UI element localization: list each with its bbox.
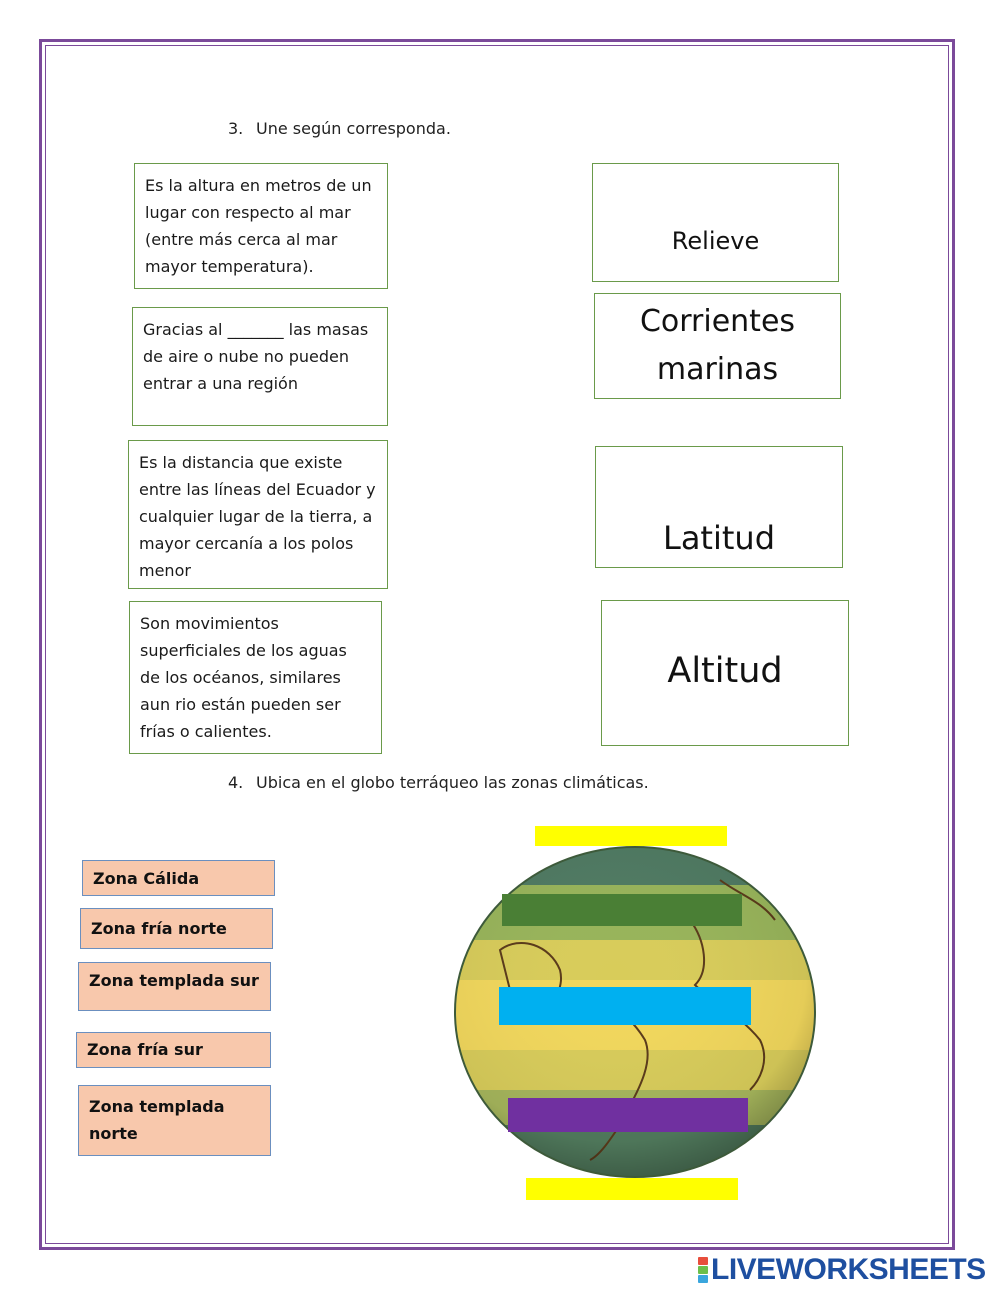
target-bar-purple[interactable]	[508, 1098, 748, 1132]
target-bar-top-yellow[interactable]	[535, 826, 727, 846]
target-bar-green[interactable]	[502, 894, 742, 926]
zone-label-text: Zona templada norte	[89, 1097, 225, 1143]
zone-label-fria-norte[interactable]	[80, 908, 273, 949]
term-box-latitud[interactable]	[595, 446, 843, 568]
target-bar-cyan[interactable]	[499, 987, 751, 1025]
zone-label-text: Zona fría norte	[91, 919, 227, 938]
section-4-number: 4.	[228, 773, 244, 792]
target-bar-bottom-yellow[interactable]	[526, 1178, 738, 1200]
definition-text: Es la altura en metros de un lugar con respecto al mar (entre más cerca al mar mayor temperatura).	[145, 176, 372, 276]
term-box-altitud[interactable]	[601, 600, 849, 746]
definition-text: Son movimientos superficiales de los aguas de los océanos, similares aun rio están pueden ser frías o calientes.	[140, 614, 347, 741]
definition-text: Gracias al _______ las masas de aire o nube no pueden entrar a una región	[143, 320, 369, 393]
definition-text: Es la distancia que existe entre las líneas del Ecuador y cualquier lugar de la tierra, a mayor cercanía a los polos menor	[139, 453, 376, 580]
zone-label-fria-sur[interactable]	[76, 1032, 271, 1068]
term-text: Altitud	[667, 651, 783, 691]
liveworksheets-logo-icon	[698, 1257, 708, 1283]
definition-box-4[interactable]	[129, 601, 382, 754]
term-text: Latitud	[662, 519, 775, 557]
definition-box-1[interactable]	[134, 163, 388, 289]
section-4-heading	[228, 773, 649, 792]
section-3-instruction: Une según corresponda.	[256, 119, 451, 138]
definition-box-3[interactable]	[128, 440, 388, 589]
zone-label-text: Zona Cálida	[93, 869, 200, 888]
zone-label-templada-norte[interactable]	[78, 1085, 271, 1156]
section-3-number: 3.	[228, 119, 244, 138]
section-3-heading	[228, 119, 451, 138]
zone-label-calida[interactable]	[82, 860, 275, 896]
zone-label-text: Zona templada sur	[89, 971, 259, 990]
zone-label-text: Zona fría sur	[87, 1040, 203, 1059]
logo-text: LIVEWORKSHEETS	[711, 1253, 986, 1286]
zone-label-templada-sur[interactable]	[78, 962, 271, 1011]
term-text: Relieve	[671, 226, 760, 255]
term-text: Corrientes marinas	[639, 304, 796, 387]
liveworksheets-logo[interactable]	[698, 1255, 986, 1285]
section-4-instruction: Ubica en el globo terráqueo las zonas climáticas.	[256, 773, 649, 792]
definition-box-2[interactable]	[132, 307, 388, 426]
term-box-relieve[interactable]	[592, 163, 839, 282]
term-box-corrientes-marinas[interactable]	[594, 293, 841, 399]
